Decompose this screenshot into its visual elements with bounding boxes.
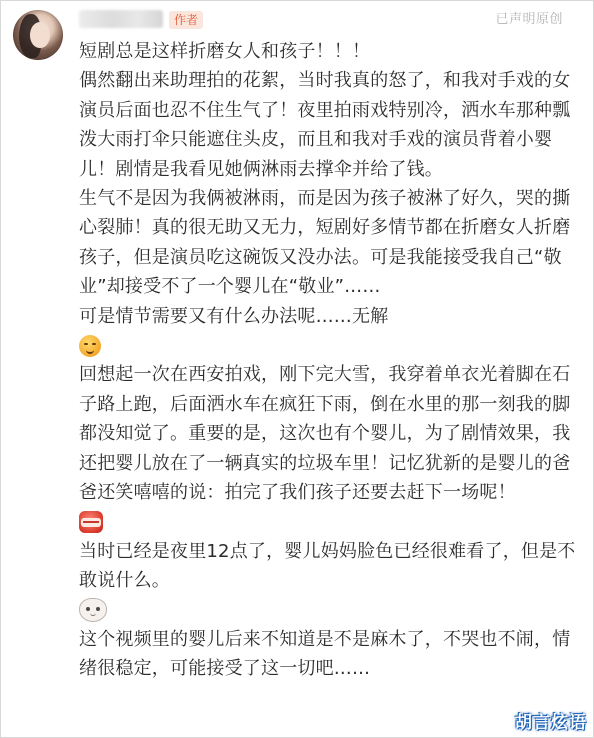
- comment-body: [79, 37, 587, 684]
- angry-emoji-icon: [79, 511, 103, 533]
- emoji-row: [79, 507, 587, 536]
- paragraph: 这个视频里的婴儿后来不知道是不是麻木了，不哭也不闹，情绪很稳定，可能接受了这一切吧……: [79, 629, 571, 680]
- emoji-row: [79, 596, 587, 625]
- original-declared-label: 已声明原创: [495, 12, 563, 27]
- paragraph: 生气不是因为我俩被淋雨，而是因为孩子被淋了好久，哭的撕心裂肺！真的很无助又无力，短剧好多情节都在折磨女人折磨孩子，但是演员吃这碗饭又没办法。可是我能接受我自己“敬业”却接受不了一个婴儿在“敬业”……: [79, 188, 571, 298]
- paragraph: 回想起一次在西安拍戏，刚下完大雪，我穿着单衣光着脚在石子路上跑，后面洒水车在疯狂下雨，倒在水里的那一刻我的脚都没知觉了。重要的是，这次也有个婴儿，为了剧情效果，我还把婴儿放在了一辆真实的垃圾车里！记忆犹新的是婴儿的爸爸还笑嘻嘻的说：拍完了我们孩子还要去赶下一场呢！: [79, 364, 571, 504]
- paragraph: 可是情节需要又有什么办法呢……无解: [79, 305, 389, 327]
- author-badge: 作者: [169, 11, 203, 29]
- paragraph: 偶然翻出来助理拍的花絮，当时我真的怒了，和我对手戏的女演员后面也忍不住生气了！夜里拍雨戏特别冷，洒水车那种瓢泼大雨打伞只能遮住头皮，而且和我对手戏的演员背着小婴儿！剧情是我看见她俩淋雨去撑伞并给了钱。: [79, 70, 571, 180]
- username-blurred[interactable]: [79, 10, 163, 28]
- smile-emoji-icon: [79, 335, 101, 357]
- avatar[interactable]: [13, 10, 63, 60]
- emoji-row: [79, 331, 587, 360]
- paragraph: 当时已经是夜里12点了，婴儿妈妈脸色已经很难看了，但是不敢说什么。: [79, 540, 576, 592]
- cat-emoji-icon: [79, 598, 107, 622]
- paragraph-title: 短剧总是这样折磨女人和孩子！！！: [79, 41, 371, 62]
- watermark: 胡言炫语: [515, 713, 587, 733]
- avatar-face: [30, 22, 50, 48]
